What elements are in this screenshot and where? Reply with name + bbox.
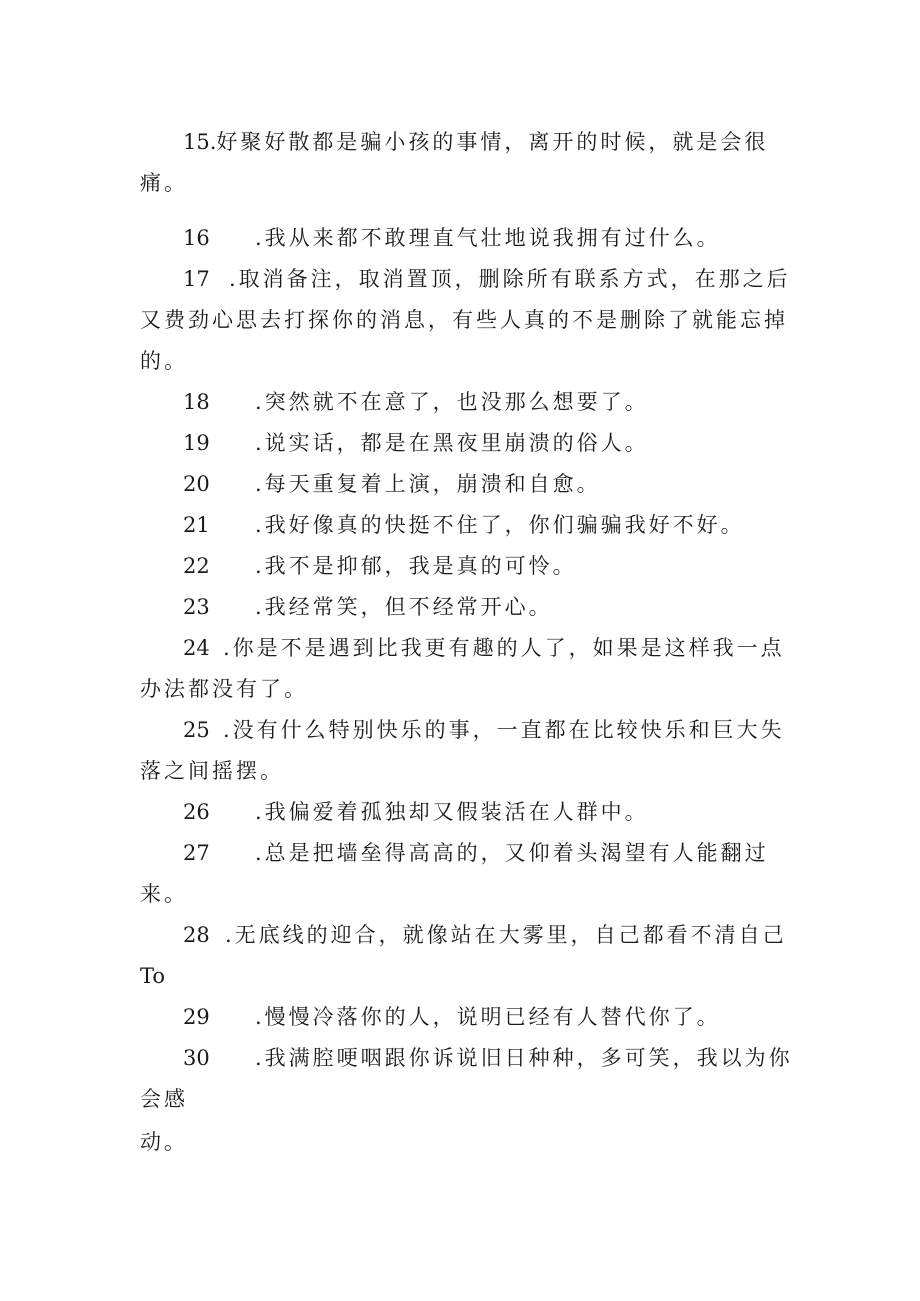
item-text: .我从来都不敢理直气壮地说我拥有过什么。 <box>255 226 721 250</box>
item-number: 25 <box>183 718 210 742</box>
paragraph-30-line-2: 会感 <box>140 1087 188 1111</box>
paragraph-27-line-1 <box>183 838 769 868</box>
paragraph-16-line-1 <box>183 223 721 253</box>
item-text: .总是把墙垒得高高的，又仰着头渴望有人能翻过 <box>255 841 769 865</box>
item-text: .没有什么特别快乐的事，一直都在比较快乐和巨大失 <box>223 718 785 742</box>
paragraph-17-line-1 <box>183 264 791 294</box>
item-number: 21 <box>183 513 210 537</box>
item-number: 29 <box>183 1005 210 1029</box>
item-text: .我经常笑，但不经常开心。 <box>255 595 553 619</box>
item-number: 18 <box>183 390 210 414</box>
item-text: .突然就不在意了，也没那么想要了。 <box>255 390 649 414</box>
paragraph-30-line-3: 动。 <box>140 1130 188 1154</box>
item-text: .你是不是遇到比我更有趣的人了，如果是这样我一点 <box>223 636 785 660</box>
paragraph-25-line-2: 落之间摇摆。 <box>140 759 284 783</box>
item-text: 好聚好散都是骗小孩的事情，离开的时候，就是会很 <box>216 130 769 154</box>
item-text: .我好像真的快挺不住了，你们骗骗我好不好。 <box>255 513 745 537</box>
paragraph-15-line-2: 痛。 <box>140 171 188 195</box>
item-text: .慢慢冷落你的人，说明已经有人替代你了。 <box>255 1005 721 1029</box>
item-text: .我偏爱着孤独却又假装活在人群中。 <box>255 800 649 824</box>
item-text: .每天重复着上演，崩溃和自愈。 <box>255 472 601 496</box>
paragraph-29-line-1 <box>183 1002 721 1032</box>
paragraph-17-line-3: 的。 <box>140 349 188 373</box>
item-number: 22 <box>183 554 210 578</box>
item-text: .我不是抑郁，我是真的可怜。 <box>255 554 577 578</box>
item-number: 23 <box>183 595 210 619</box>
item-number: 27 <box>183 841 210 865</box>
paragraph-25-line-1 <box>183 715 785 745</box>
paragraph-27-line-2: 来。 <box>140 882 188 906</box>
item-text: .无底线的迎合，就像站在大雾里，自己都看不清自己 <box>225 923 787 947</box>
item-number: 20 <box>183 472 210 496</box>
paragraph-23-line-1 <box>183 592 553 622</box>
paragraph-22-line-1 <box>183 551 577 581</box>
paragraph-30-line-1 <box>183 1043 793 1073</box>
paragraph-24-line-2: 办法都没有了。 <box>140 677 308 701</box>
item-number: 17 <box>183 267 210 291</box>
item-number: 19 <box>183 431 210 455</box>
item-text: .我满腔哽咽跟你诉说旧日种种，多可笑，我以为你 <box>255 1046 793 1070</box>
paragraph-21-line-1 <box>183 510 745 540</box>
paragraph-17-line-2: 又费劲心思去打探你的消息，有些人真的不是删除了就能忘掉 <box>140 308 788 332</box>
item-number: 28 <box>183 923 210 947</box>
item-number: 24 <box>183 636 210 660</box>
paragraph-20-line-1 <box>183 469 601 499</box>
paragraph-28-line-2: To <box>140 964 166 988</box>
item-text: .取消备注，取消置顶，删除所有联系方式，在那之后 <box>229 267 791 291</box>
paragraph-26-line-1 <box>183 797 649 827</box>
paragraph-15-line-1 <box>183 127 768 157</box>
item-number: 26 <box>183 800 210 824</box>
paragraph-19-line-1 <box>183 428 649 458</box>
item-number: 15. <box>183 130 217 154</box>
paragraph-24-line-1 <box>183 633 785 663</box>
item-number: 30 <box>183 1046 210 1070</box>
paragraph-18-line-1 <box>183 387 649 417</box>
item-number: 16 <box>183 226 210 250</box>
item-text: .说实话，都是在黑夜里崩溃的俗人。 <box>255 431 649 455</box>
paragraph-28-line-1 <box>183 920 787 950</box>
